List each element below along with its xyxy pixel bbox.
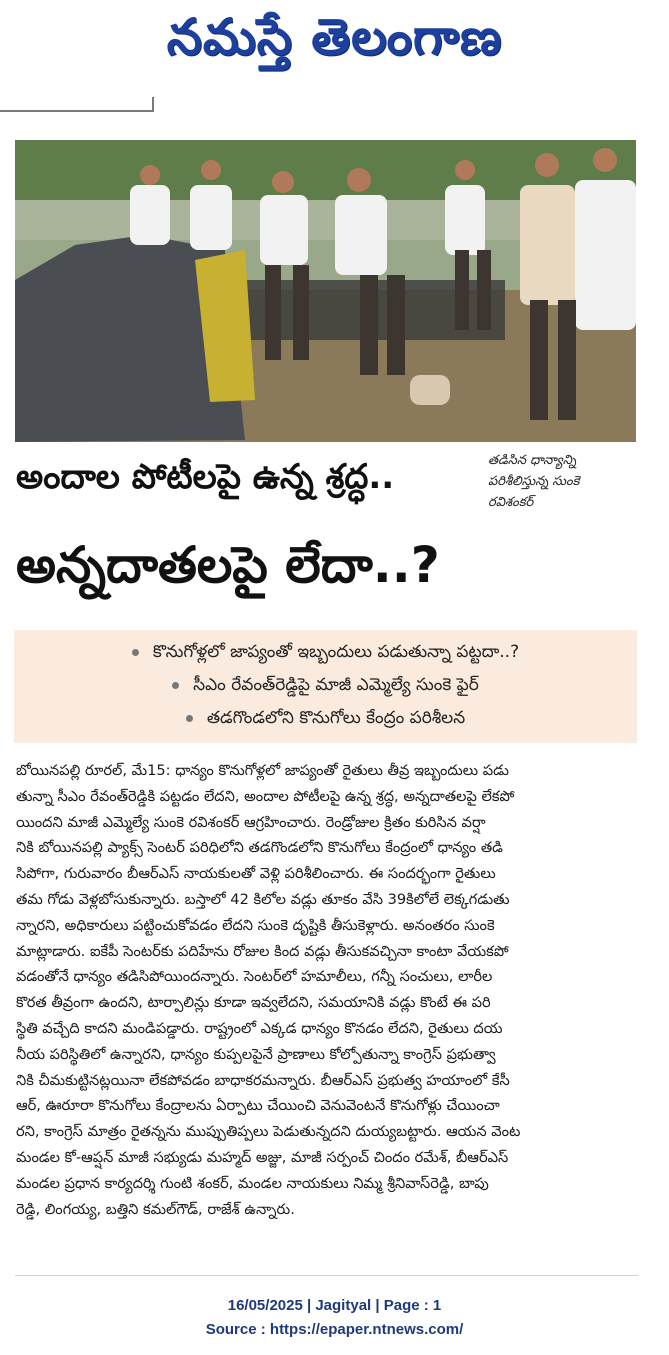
caption-line: తడిసిన ధాన్యాన్ని bbox=[488, 453, 577, 468]
highlight-text: కొనుగోళ్లలో జాప్యంతో ఇబ్బందులు పడుతున్నా పట్టదా..? bbox=[152, 642, 520, 662]
article-line: నికి చీమకుట్టినట్లయినా లేకపోవడం బాధాకరమన్నారు. బీఆర్‌ఎస్ ప్రభుత్వ హయాంలో కేసీ bbox=[16, 1071, 510, 1089]
bullet-dot-icon bbox=[172, 682, 179, 689]
highlights-box bbox=[14, 630, 637, 743]
highlight-item bbox=[14, 669, 637, 702]
article-line: తమ గోడు వెళ్లబోసుకున్నారు. బస్తాలో 42 కిలోల వడ్లు తూకం వేసి 39కిలోలే లెక్కగడుతు bbox=[16, 890, 510, 908]
footer-source-link[interactable]: Source : https://epaper.ntnews.com/ bbox=[205, 1321, 464, 1338]
masthead-rule-horizontal bbox=[0, 110, 154, 112]
footer bbox=[0, 1294, 669, 1342]
photo-caption bbox=[488, 450, 638, 513]
article-line: మండల ప్రధాన కార్యదర్శి గుంటి శంకర్, మండల నాయకులు నిమ్మ శ్రీనివాస్‌రెడ్డి, బాపు bbox=[16, 1174, 489, 1192]
article-line: రని, కాంగ్రెస్ మాత్రం రైతన్నను ముప్పుతిప్పలు పెడుతున్నదని దుయ్యబట్టారు. ఆయన వెంట bbox=[16, 1123, 521, 1141]
footer-divider bbox=[15, 1275, 638, 1276]
article-line: స్థితి వచ్చేది కాదని మండిపడ్డారు. రాష్ట్రంలో ఎక్కడ ధాన్యం కొనడం లేదని, రైతులు దయ bbox=[16, 1019, 503, 1037]
article-line: న్నారని, అధికారులు పట్టించుకోవడం లేదని సుంకె దృష్టికి తీసుకెళ్లారు. అనంతరం సుంకె bbox=[16, 916, 495, 934]
bullet-dot-icon bbox=[186, 715, 193, 722]
masthead-rule-vertical bbox=[152, 97, 154, 111]
highlight-item bbox=[14, 702, 637, 735]
article-line: మండల కో-ఆప్షన్ మాజీ సభ్యుడు మహ్మద్ అజ్జు, మాజీ సర్పంచ్ చిందం రమేశ్, బీఆర్‌ఎస్ bbox=[16, 1148, 509, 1166]
article-line: సిపోగా, గురువారం బీఆర్‌ఎస్ నాయకులతో వెళ్లి పరిశీలించారు. ఈ సందర్భంగా రైతులు bbox=[16, 865, 496, 883]
masthead-title: నమస్తే తెలంగాణ bbox=[166, 8, 503, 66]
article-line: నీయ పరిస్థితిలో ఉన్నారని, ధాన్యం కుప్పలపైనే ప్రాణాలు కోల్పోతున్నా కాంగ్రెస్ ప్రభుత్వా bbox=[16, 1045, 496, 1063]
highlight-item bbox=[14, 636, 637, 669]
highlight-text: తడగొండలోని కొనుగోలు కేంద్రం పరిశీలన bbox=[206, 708, 466, 728]
article-line: తున్నా సీఎం రేవంత్‌రెడ్డికి పట్టడం లేదని, అందాల పోటీలపై ఉన్న శ్రద్ధ, అన్నదాతలపై లేకపో bbox=[16, 787, 515, 805]
masthead bbox=[0, 0, 669, 115]
highlight-text: సీఎం రేవంత్‌రెడ్డిపై మాజీ ఎమ్మెల్యే సుంకె ఫైర్ bbox=[193, 675, 479, 695]
article-line: వడంతోనే ధాన్యం తడిసిపోయిందన్నారు. సెంటర్‌లో హమాలీలు, గన్నీ సంచులు, లారీల bbox=[16, 968, 493, 986]
article-body bbox=[16, 758, 639, 1222]
article-line: రెడ్డి, లింగయ్య, బత్తిని కమల్‌గౌడ్, రాజేశ్ ఉన్నారు. bbox=[16, 1200, 295, 1218]
article-line: మాట్లాడారు. ఐకేపీ సెంటర్‌కు పదిహేను రోజుల కింద వడ్లు తీసుకవచ్చినా కాంటా వేయకపో bbox=[16, 942, 509, 960]
article-line: కొరత తీవ్రంగా ఉందని, టార్పాలిన్లు కూడా ఇవ్వలేదని, సమయానికి వడ్లు కొంటే ఈ పరి bbox=[16, 994, 491, 1012]
caption-line: రవిశంకర్ bbox=[488, 495, 534, 510]
caption-line: పరిశీలిస్తున్న సుంకె bbox=[488, 474, 580, 489]
news-photo bbox=[15, 140, 636, 442]
footer-date-edition: 16/05/2025 | Jagityal | Page : 1 bbox=[227, 1297, 442, 1314]
article-line: ఆర్, ఊరూరా కొనుగోలు కేంద్రాలను ఏర్పాటు చేయించి వెనువెంటనే కొనుగోళ్లు చేయించా bbox=[16, 1097, 500, 1115]
bullet-dot-icon bbox=[132, 649, 139, 656]
article-line: యిందని మాజీ ఎమ్మెల్యే సుంకె రవిశంకర్ ఆగ్రహించారు. రెండ్రోజుల క్రితం కురిసిన వర్షా bbox=[16, 813, 486, 831]
headline-line-2: అన్నదాతలపై లేదా..? bbox=[16, 536, 440, 594]
article-line: బోయినపల్లి రూరల్, మే15: ధాన్యం కొనుగోళ్లలో జాప్యంతో రైతులు తీవ్ర ఇబ్బందులు పడు bbox=[16, 762, 509, 779]
headline-line-1: అందాల పోటీలపై ఉన్న శ్రద్ధ.. bbox=[16, 457, 395, 497]
photo-illustration bbox=[15, 140, 636, 442]
article-line: నికి బోయినపల్లి ప్యాక్స్ సెంటర్ పరిధిలోని తడగొండలోని కొనుగోలు కేంద్రంలో ధాన్యం తడి bbox=[16, 839, 503, 857]
